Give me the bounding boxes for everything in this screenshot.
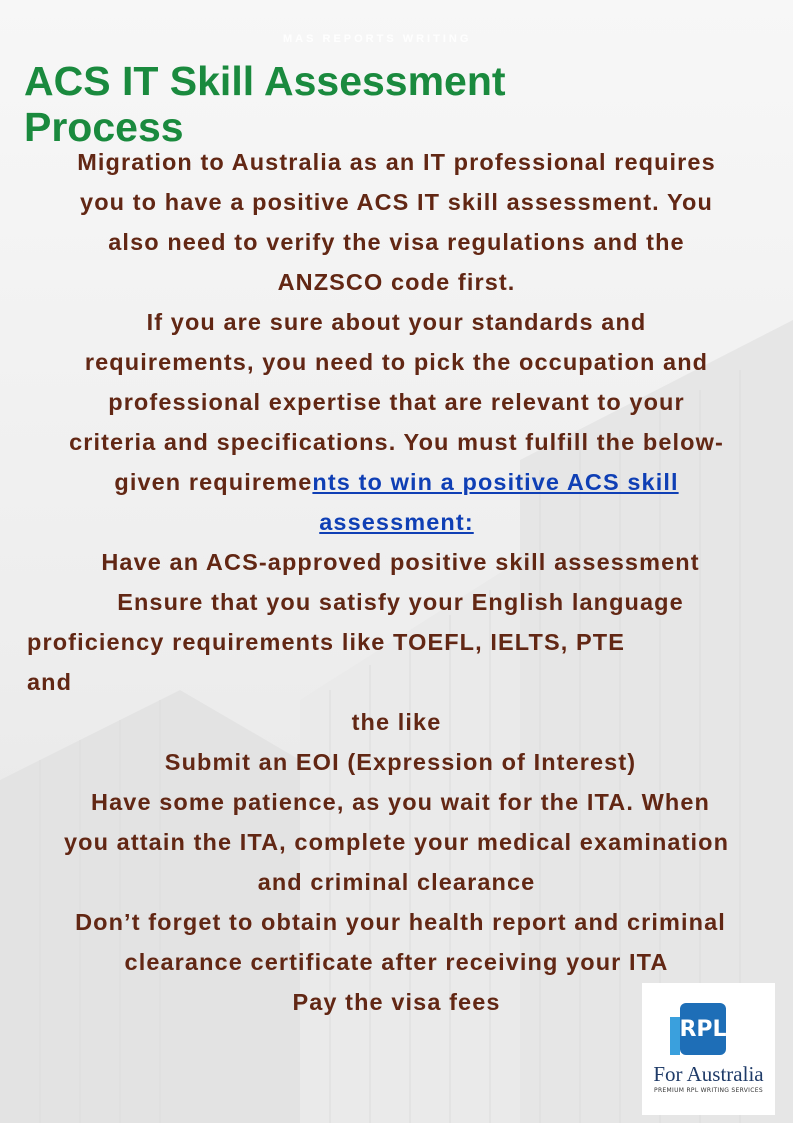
text-line: and criminal clearance xyxy=(257,869,536,895)
faded-header-text: MAS REPORTS WRITING xyxy=(283,33,472,45)
document-body xyxy=(0,142,793,1022)
text-line xyxy=(0,502,793,542)
bullet-item xyxy=(0,902,793,942)
text-line xyxy=(0,462,793,502)
text-line: Pay the visa fees xyxy=(292,989,501,1015)
bullet-text: Don’t forget to obtain your health report and criminal xyxy=(75,909,726,935)
text-line: clearance certificate after receiving your ITA xyxy=(124,949,669,975)
bullet-item xyxy=(0,542,793,582)
company-logo xyxy=(642,983,775,1115)
assessment-link[interactable]: assessment: xyxy=(319,509,474,535)
text-line: criteria and specifications. You must fulfill the below- xyxy=(69,429,724,455)
logo-mark xyxy=(680,1003,726,1055)
text-plain: given requireme xyxy=(114,469,313,495)
page-title: ACS IT Skill Assessment Process xyxy=(24,58,506,150)
logo-name: For Australia xyxy=(653,1062,764,1086)
text-line: you attain the ITA, complete your medical examination xyxy=(63,829,730,855)
text-line: requirements, you need to pick the occupation and xyxy=(84,349,709,375)
text-line: proficiency requirements like TOEFL, IELTS, PTE xyxy=(27,629,625,655)
logo-mark-text: RPL xyxy=(679,1016,727,1042)
text-line: the like xyxy=(351,709,442,735)
text-line: Migration to Australia as an IT professional requires xyxy=(77,149,716,175)
text-line: also need to verify the visa regulations and the xyxy=(108,229,685,255)
text-line: and xyxy=(27,669,73,695)
text-line: ANZSCO code first. xyxy=(277,269,516,295)
bullet-item xyxy=(0,582,793,622)
bullet-text: Have an ACS-approved positive skill assessment xyxy=(101,549,700,575)
text-line: professional expertise that are relevant to your xyxy=(108,389,685,415)
logo-tagline: PREMIUM RPL WRITING SERVICES xyxy=(654,1087,763,1094)
requirements-link[interactable]: nts to win a positive ACS skill xyxy=(312,469,679,495)
text-line: If you are sure about your standards and xyxy=(146,309,647,335)
bullet-item xyxy=(0,782,793,822)
bullet-item xyxy=(0,742,793,782)
bullet-text: Have some patience, as you wait for the ITA. When xyxy=(91,789,710,815)
bullet-text: Ensure that you satisfy your English language xyxy=(117,589,684,615)
text-line: you to have a positive ACS IT skill assessment. You xyxy=(80,189,713,215)
bullet-text: Submit an EOI (Expression of Interest) xyxy=(164,749,637,775)
